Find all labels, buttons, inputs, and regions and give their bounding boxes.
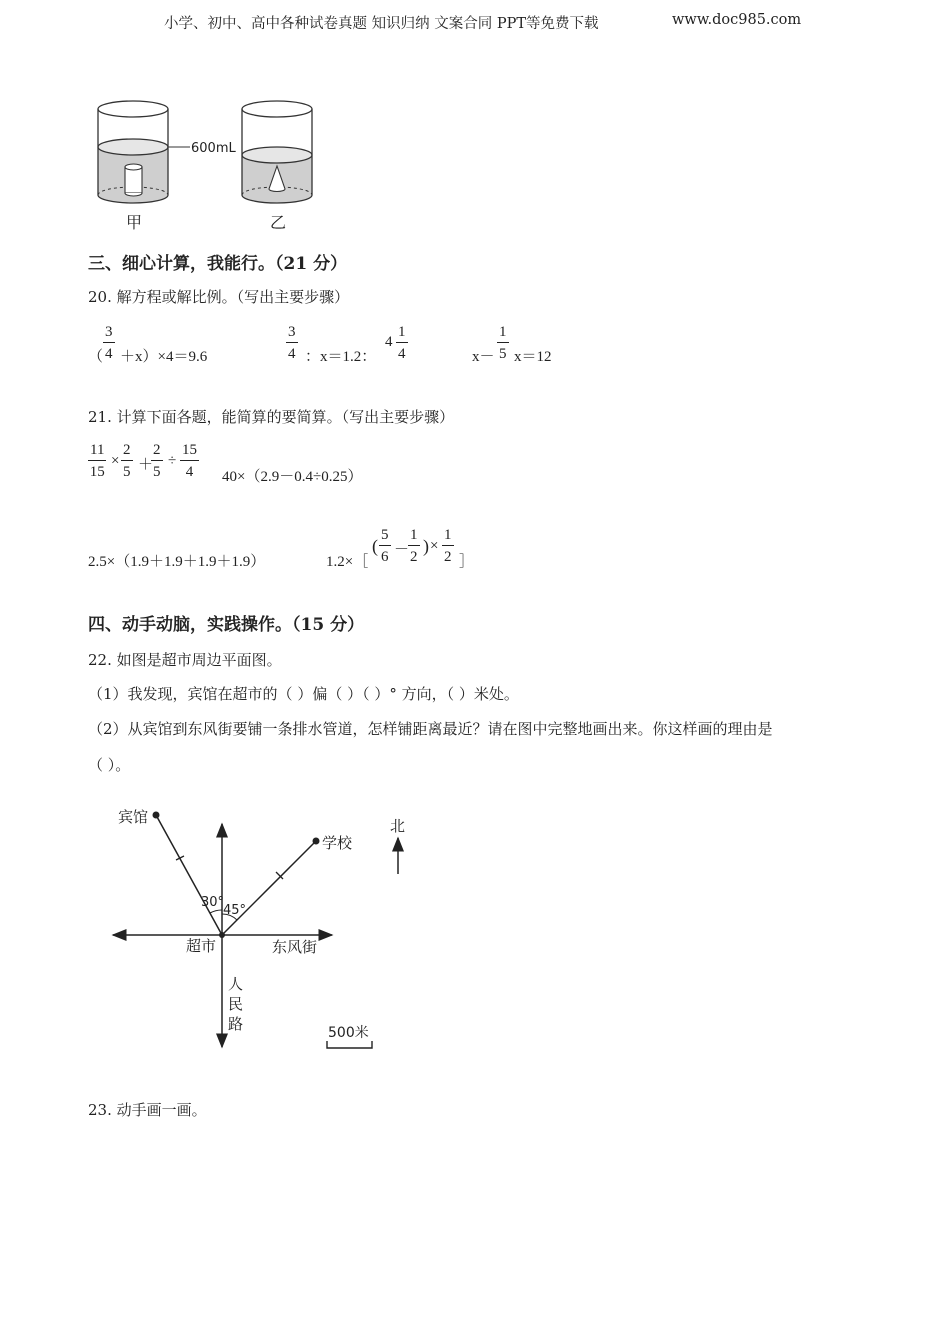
- q21-e1-op2: ＋: [138, 457, 154, 473]
- q20-eq2-fraction: $\frac{3}{4}$: [288, 324, 296, 362]
- label-yi: 乙: [270, 213, 287, 232]
- q20-eq3-pre: x－: [472, 349, 495, 365]
- q20-eq2-mixed-fraction: $\frac{1}{4}$: [398, 324, 406, 362]
- label-street: 东风街: [272, 938, 318, 956]
- cylinder-jia: [98, 101, 168, 203]
- area-map: [100, 800, 430, 1060]
- q21-e4-frac-a: $\frac{5}{6}$: [381, 527, 389, 565]
- q21-e2: 40×（2.9－0.4÷0.25）: [222, 469, 363, 485]
- label-scale: 500米: [328, 1025, 369, 1041]
- q20-eq1-open: （: [88, 349, 104, 365]
- hotel-line: [156, 815, 225, 935]
- q20-prompt: 20. 解方程或解比例。（写出主要步骤）: [88, 288, 350, 306]
- q21-e1-frac-d: $\frac{15}{4}$: [182, 442, 197, 480]
- volume-label: 600mL: [191, 141, 236, 156]
- market-point: [219, 932, 225, 938]
- q21-e4-minus: －: [394, 542, 410, 558]
- q21-e4-frac-c: $\frac{1}{2}$: [444, 527, 452, 565]
- q21-e1-frac-b: $\frac{2}{5}$: [123, 442, 131, 480]
- angle-arc-30: [210, 910, 222, 913]
- q23-prompt: 23. 动手画一画。: [88, 1101, 207, 1119]
- label-jia: 甲: [126, 213, 143, 232]
- q21-e4-frac-b: $\frac{1}{2}$: [410, 527, 418, 565]
- label-hotel: 宾馆: [118, 808, 149, 826]
- q22-part1: （1）我发现，宾馆在超市的（ ）偏（ ）（ ）° 方向，（ ）米处。: [88, 685, 519, 703]
- scale-bar: [327, 1041, 372, 1048]
- q21-e1-frac-c: $\frac{2}{5}$: [153, 442, 161, 480]
- label-road-3: 路: [228, 1015, 244, 1033]
- q21-e1-op1: ×: [111, 453, 120, 469]
- q21-e1-op3: ÷: [168, 453, 177, 469]
- school-point: [313, 838, 320, 845]
- label-school: 学校: [322, 834, 353, 852]
- label-road-2: 民: [228, 995, 244, 1013]
- q21-e3: 2.5×（1.9＋1.9＋1.9＋1.9）: [88, 554, 266, 570]
- q21-e4-pre: 1.2×［: [326, 554, 369, 570]
- cylinders-figure: [90, 95, 330, 235]
- section4-title: 四、动手动脑，实践操作。（15 分）: [88, 615, 365, 635]
- q21-e4-times: ×: [430, 538, 439, 554]
- header-url[interactable]: www.doc985.com: [672, 12, 802, 28]
- label-road-1: 人: [228, 975, 244, 993]
- label-north: 北: [390, 817, 406, 835]
- q21-prompt: 21. 计算下面各题，能简算的要简算。（写出主要步骤）: [88, 408, 455, 426]
- cylinder-yi: [242, 101, 312, 203]
- q22-prompt: 22. 如图是超市周边平面图。: [88, 651, 282, 669]
- q20-eq2-whole: 4: [385, 334, 393, 350]
- label-angle-30: 30°: [201, 895, 225, 910]
- school-line: [222, 841, 316, 935]
- q20-eq3-rest: x＝12: [514, 349, 552, 365]
- q20-eq1-fraction: $\frac{3}{4}$: [105, 324, 113, 362]
- q20-eq2-mid: ：x＝1.2：: [305, 349, 377, 365]
- label-market: 超市: [186, 937, 217, 955]
- header-text: 小学、初中、高中各种试卷真题 知识归纳 文案合同 PPT等免费下载: [164, 16, 599, 32]
- q21-e4-close: ］: [459, 554, 475, 570]
- q22-part2: （2）从宾馆到东风街要铺一条排水管道，怎样铺距离最近？请在图中完整地画出来。你这样画的理由是: [88, 720, 773, 738]
- hotel-point: [153, 812, 160, 819]
- q20-eq1-rest: ＋x）×4＝9.6: [120, 349, 208, 365]
- section3-title: 三、细心计算，我能行。（21 分）: [88, 254, 348, 274]
- label-angle-45: 45°: [223, 903, 247, 918]
- q21-e1-frac-a: $\frac{11}{15}$: [89, 442, 105, 480]
- q21-e4-paren-open: (: [372, 536, 378, 556]
- q22-part2-end: （ ）。: [88, 756, 131, 774]
- q20-eq3-fraction: $\frac{1}{5}$: [499, 324, 507, 362]
- q21-e4-paren-close: ): [423, 536, 429, 556]
